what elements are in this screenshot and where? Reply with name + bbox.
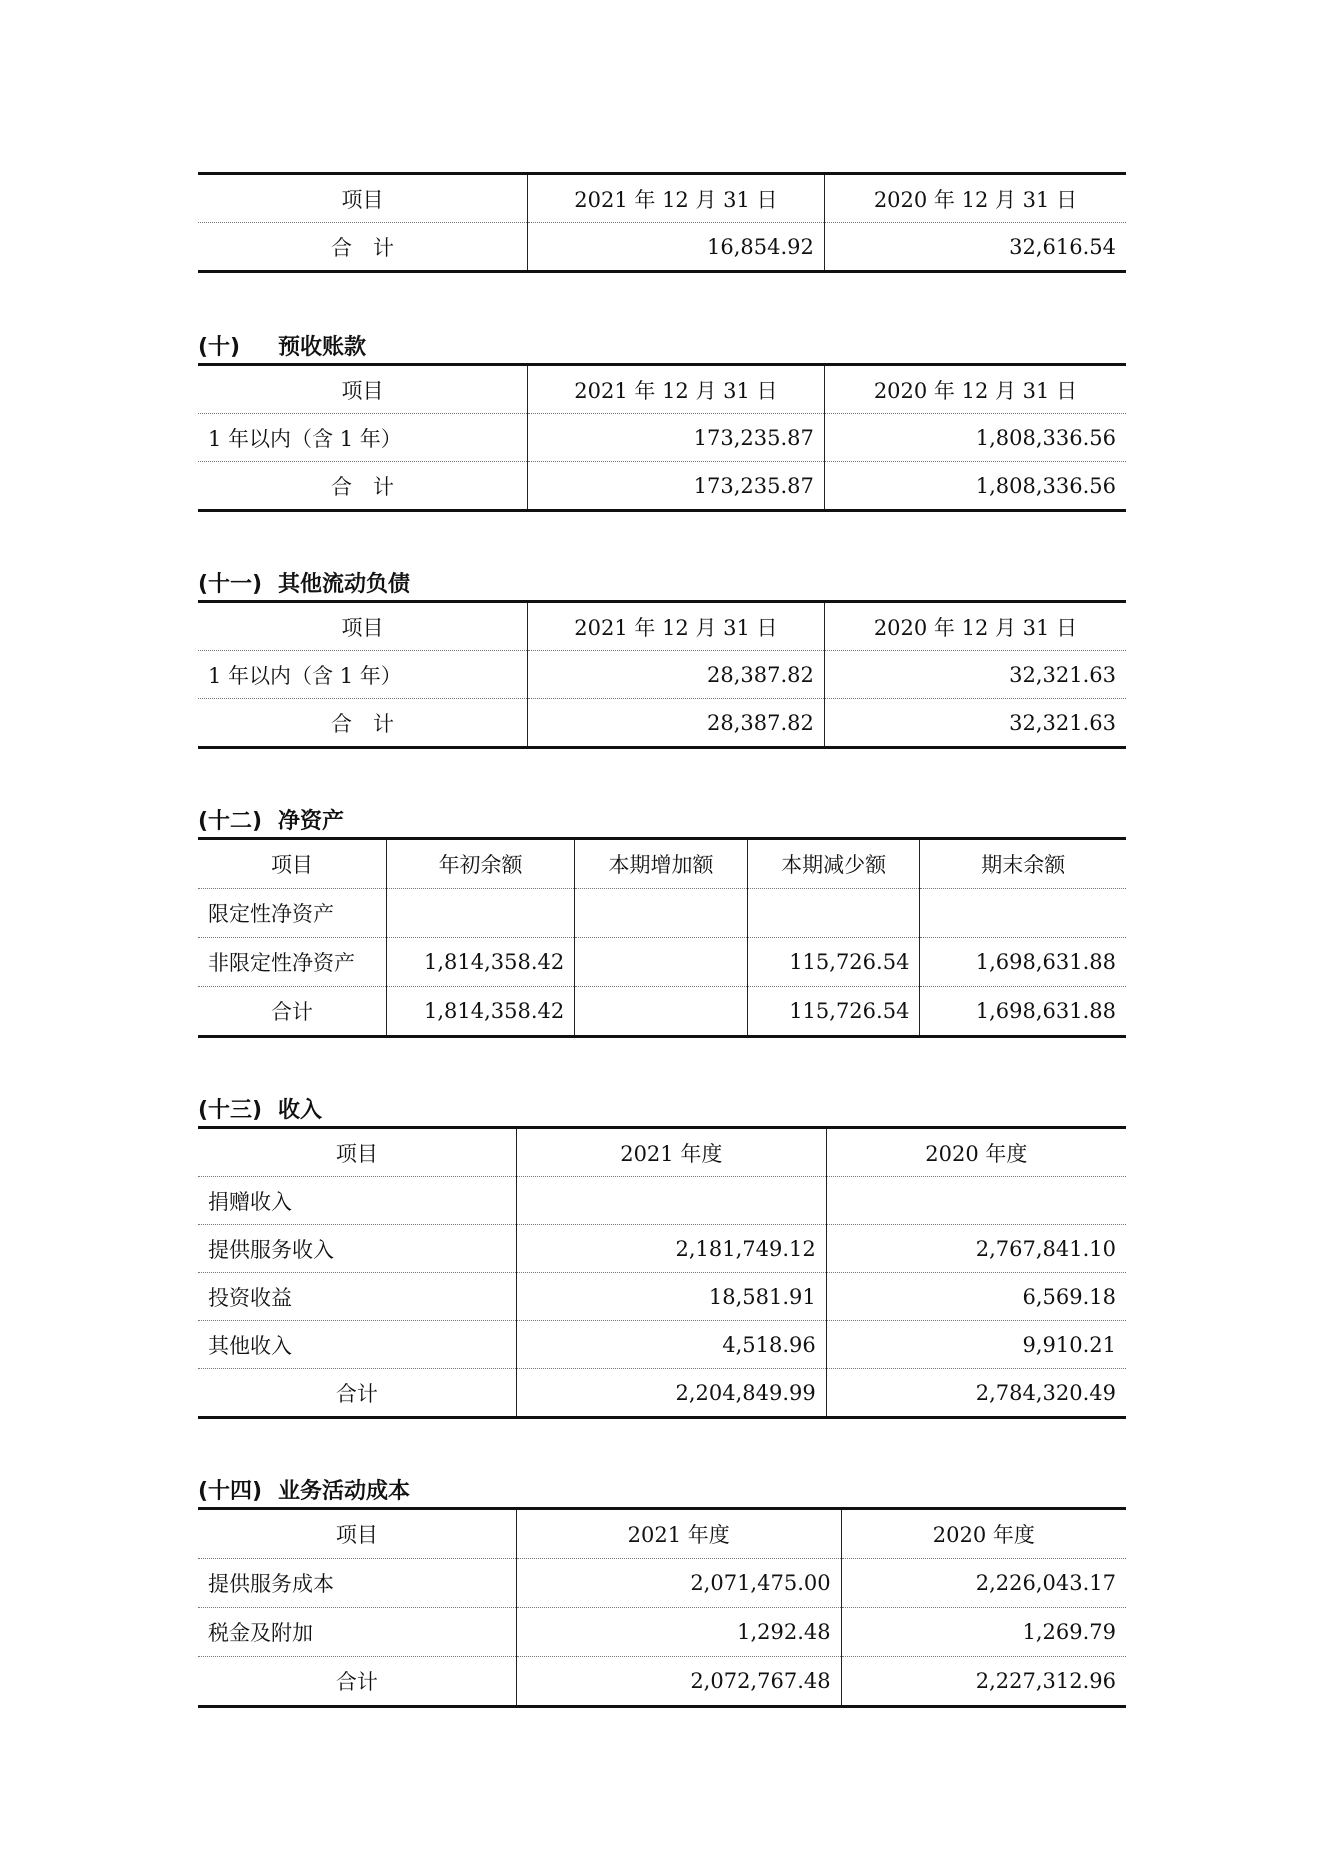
section-business-cost [198, 1477, 1126, 1708]
section-net-assets [198, 807, 1126, 1038]
header-cell: 本期增加额 [575, 839, 748, 889]
section-heading [198, 1477, 1126, 1507]
table-row [198, 1225, 1126, 1273]
value-cell [747, 889, 920, 938]
table-header-row [198, 602, 1126, 651]
header-cell: 期末余额 [920, 839, 1126, 889]
value-cell: 2,204,849.99 [516, 1369, 826, 1418]
table-row [198, 1657, 1126, 1707]
row-label: 提供服务收入 [198, 1225, 516, 1273]
header-cell: 项目 [198, 839, 386, 889]
table-header-row [198, 174, 1126, 223]
header-cell: 2020 年度 [826, 1128, 1126, 1177]
row-label: 1 年以内（含 1 年） [198, 651, 527, 699]
row-label: 合计 [198, 1657, 516, 1707]
section-heading [198, 333, 1126, 363]
value-cell: 1,269.79 [841, 1608, 1126, 1657]
table-row [198, 1177, 1126, 1225]
table-header-row [198, 1128, 1126, 1177]
header-cell: 2020 年 12 月 31 日 [824, 602, 1126, 651]
value-cell [575, 889, 748, 938]
table-row [198, 1321, 1126, 1369]
value-cell: 1,698,631.88 [920, 938, 1126, 987]
value-cell: 115,726.54 [747, 987, 920, 1037]
table-row [198, 414, 1126, 462]
header-cell: 2020 年度 [841, 1509, 1126, 1559]
section-title: 业务活动成本 [278, 1479, 411, 1504]
table-row [198, 938, 1126, 987]
header-cell: 2021 年 12 月 31 日 [527, 602, 824, 651]
value-cell: 1,814,358.42 [386, 987, 574, 1037]
value-cell: 1,808,336.56 [824, 414, 1126, 462]
value-cell: 1,808,336.56 [824, 462, 1126, 511]
value-cell: 1,698,631.88 [920, 987, 1126, 1037]
row-label: 限定性净资产 [198, 889, 386, 938]
row-label: 1 年以内（含 1 年） [198, 414, 527, 462]
section-number: (十四) [198, 1479, 263, 1504]
table-continuation [198, 172, 1126, 273]
row-label: 提供服务成本 [198, 1559, 516, 1608]
net-assets-table [198, 837, 1126, 1038]
section-advance-receipts [198, 333, 1126, 512]
value-cell [920, 889, 1126, 938]
header-cell: 2021 年 12 月 31 日 [527, 365, 824, 414]
value-cell: 2,072,767.48 [516, 1657, 841, 1707]
header-cell: 2021 年度 [516, 1509, 841, 1559]
section-number: (十) [198, 335, 241, 360]
table-row [198, 651, 1126, 699]
table-row [198, 987, 1126, 1037]
header-cell: 项目 [198, 1128, 516, 1177]
row-label: 非限定性净资产 [198, 938, 386, 987]
value-cell: 2,227,312.96 [841, 1657, 1126, 1707]
row-label: 税金及附加 [198, 1608, 516, 1657]
value-cell [575, 938, 748, 987]
table-row [198, 1369, 1126, 1418]
section-other-current-liabilities [198, 570, 1126, 749]
value-cell: 32,616.54 [824, 223, 1126, 272]
header-cell: 2021 年 12 月 31 日 [527, 174, 824, 223]
row-label: 其他收入 [198, 1321, 516, 1369]
value-cell: 32,321.63 [824, 651, 1126, 699]
other-liabilities-table [198, 600, 1126, 749]
value-cell: 1,814,358.42 [386, 938, 574, 987]
value-cell [575, 987, 748, 1037]
table-row [198, 223, 1126, 272]
section-title: 其他流动负债 [278, 572, 411, 597]
value-cell: 32,321.63 [824, 699, 1126, 748]
header-cell: 2021 年度 [516, 1128, 826, 1177]
value-cell: 2,181,749.12 [516, 1225, 826, 1273]
header-cell: 本期减少额 [747, 839, 920, 889]
value-cell [386, 889, 574, 938]
section-heading [198, 570, 1126, 600]
value-cell: 173,235.87 [527, 414, 824, 462]
header-cell: 项目 [198, 602, 527, 651]
value-cell: 173,235.87 [527, 462, 824, 511]
value-cell: 2,071,475.00 [516, 1559, 841, 1608]
value-cell: 2,767,841.10 [826, 1225, 1126, 1273]
section-heading [198, 1096, 1126, 1126]
table-header-row [198, 365, 1126, 414]
table-row [198, 1559, 1126, 1608]
continuation-table [198, 172, 1126, 273]
section-heading [198, 807, 1126, 837]
section-number: (十一) [198, 572, 263, 597]
table-header-row [198, 839, 1126, 889]
value-cell: 18,581.91 [516, 1273, 826, 1321]
advance-receipts-table [198, 363, 1126, 512]
value-cell: 28,387.82 [527, 699, 824, 748]
value-cell: 115,726.54 [747, 938, 920, 987]
header-cell: 2020 年 12 月 31 日 [824, 365, 1126, 414]
row-label: 合 计 [198, 462, 527, 511]
header-cell: 2020 年 12 月 31 日 [824, 174, 1126, 223]
row-label: 合计 [198, 987, 386, 1037]
row-label: 合计 [198, 1369, 516, 1418]
row-label: 合 计 [198, 223, 527, 272]
table-row [198, 462, 1126, 511]
table-row [198, 889, 1126, 938]
section-number: (十二) [198, 809, 263, 834]
row-label: 捐赠收入 [198, 1177, 516, 1225]
business-cost-table [198, 1507, 1126, 1708]
value-cell [826, 1177, 1126, 1225]
value-cell: 6,569.18 [826, 1273, 1126, 1321]
header-cell: 项目 [198, 365, 527, 414]
row-label: 投资收益 [198, 1273, 516, 1321]
value-cell: 4,518.96 [516, 1321, 826, 1369]
header-cell: 年初余额 [386, 839, 574, 889]
value-cell: 2,784,320.49 [826, 1369, 1126, 1418]
value-cell: 9,910.21 [826, 1321, 1126, 1369]
header-cell: 项目 [198, 1509, 516, 1559]
value-cell: 16,854.92 [527, 223, 824, 272]
table-row [198, 1273, 1126, 1321]
row-label: 合 计 [198, 699, 527, 748]
section-title: 收入 [278, 1098, 323, 1123]
section-title: 净资产 [278, 809, 345, 834]
section-income [198, 1096, 1126, 1419]
table-header-row [198, 1509, 1126, 1559]
document-page [198, 172, 1126, 1766]
value-cell [516, 1177, 826, 1225]
value-cell: 1,292.48 [516, 1608, 841, 1657]
header-cell: 项目 [198, 174, 527, 223]
value-cell: 28,387.82 [527, 651, 824, 699]
table-row [198, 699, 1126, 748]
table-row [198, 1608, 1126, 1657]
income-table [198, 1126, 1126, 1419]
section-title: 预收账款 [278, 335, 367, 360]
section-number: (十三) [198, 1098, 263, 1123]
value-cell: 2,226,043.17 [841, 1559, 1126, 1608]
